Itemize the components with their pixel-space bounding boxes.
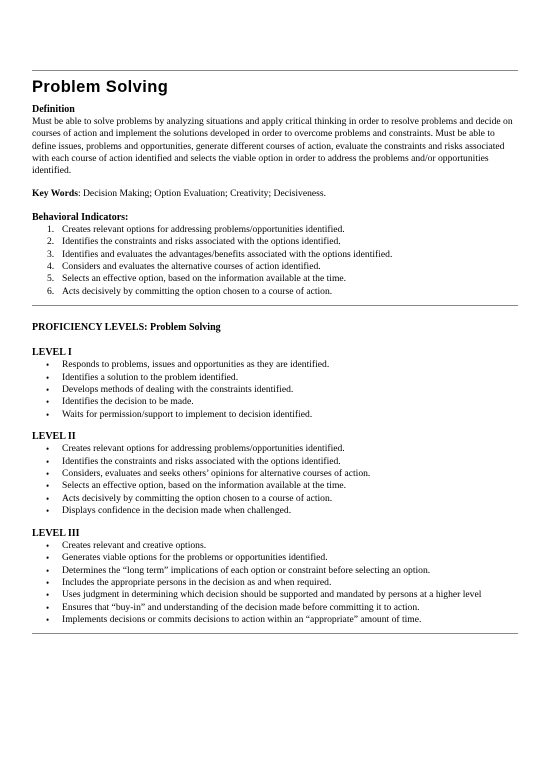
list-item [32, 493, 518, 505]
list-item [32, 589, 518, 601]
bullet-icon: • [46, 360, 50, 371]
key-words [32, 188, 518, 200]
definition-text: Must be able to solve problems by analyzing situations and apply critical thinking in order to resolve problems and decide on courses of action and implement the solutions developed in order to overcome problems and constraints. Must be able to define issues, problems and opportunities, generate different courses of action, evaluate the constraints and risks associated with each course of action identified and selects the viable option in order to address the problems and/or opportunities identified. [32, 116, 513, 177]
behavioral-indicator-item [32, 224, 518, 236]
item-number: 1. [47, 223, 55, 235]
bullet-icon: • [46, 565, 50, 576]
bullet-icon: • [46, 481, 50, 492]
behavioral-indicator-item [32, 261, 518, 273]
item-number: 6. [47, 285, 55, 297]
item-text: Displays confidence in the decision made when challenged. [62, 505, 292, 517]
item-text: Selects an effective option, based on the information available at the time. [62, 273, 347, 285]
list-item [32, 480, 518, 492]
bullet-icon: • [46, 397, 50, 408]
behavioral-indicators-heading: Behavioral Indicators: [32, 211, 129, 223]
key-words-label: Key Words [32, 188, 78, 200]
bullet-icon: • [46, 385, 50, 396]
item-text: Ensures that “buy-in” and understanding of the decision made before committing it to action. [62, 601, 420, 613]
item-number: 4. [47, 261, 55, 272]
list-item [32, 456, 518, 468]
level-2-heading: LEVEL II [32, 431, 76, 443]
item-text: Generates viable options for the problems or opportunities identified. [62, 552, 328, 564]
item-text: Acts decisively by committing the option chosen to a course of action. [62, 492, 333, 504]
item-number: 2. [47, 236, 55, 248]
level-3-heading: LEVEL III [32, 527, 80, 539]
list-item [32, 577, 518, 589]
bullet-icon: • [46, 553, 50, 564]
list-item [32, 372, 518, 384]
level-1-heading: LEVEL I [32, 347, 72, 359]
bullet-icon: • [46, 409, 50, 420]
bullet-icon: • [46, 540, 50, 551]
item-text: Identifies the constraints and risks associated with the options identified. [62, 455, 341, 467]
item-text: Considers and evaluates the alternative courses of action identified. [62, 261, 321, 272]
list-item [32, 468, 518, 480]
item-text: Develops methods of dealing with the constraints identified. [62, 384, 294, 396]
list-item [32, 552, 518, 564]
list-item [32, 602, 518, 614]
key-words-text: : Decision Making; Option Evaluation; Creativity; Decisiveness. [77, 188, 326, 200]
item-text: Waits for permission/support to implement to decision identified. [62, 408, 313, 420]
item-text: Responds to problems, issues and opportunities as they are identified. [62, 359, 330, 371]
bullet-icon: • [46, 444, 50, 455]
bullet-icon: • [46, 577, 50, 588]
list-item [32, 540, 518, 552]
item-text: Considers, evaluates and seeks others’ opinions for alternative courses of action. [62, 468, 371, 480]
item-text: Acts decisively by committing the option chosen to a course of action. [62, 285, 333, 297]
list-item [32, 565, 518, 577]
document-page [32, 70, 518, 634]
bottom-rule [32, 633, 518, 634]
behavioral-indicator-item [32, 249, 518, 261]
list-item [32, 359, 518, 371]
bullet-icon: • [46, 372, 50, 383]
bullet-icon: • [46, 456, 50, 467]
top-rule [32, 70, 518, 71]
item-text: Creates relevant options for addressing problems/opportunities identified. [62, 223, 345, 235]
list-item [32, 505, 518, 517]
bullet-icon: • [46, 493, 50, 504]
list-item [32, 409, 518, 421]
page-title: Problem Solving [32, 78, 169, 96]
bullet-icon: • [46, 590, 50, 601]
behavioral-indicator-item [32, 286, 518, 298]
bullet-icon: • [46, 602, 50, 613]
level-2-list [32, 443, 518, 517]
behavioral-indicator-item [32, 236, 518, 248]
behavioral-indicators-list [32, 224, 518, 298]
item-text: Uses judgment in determining which decision should be supported and mandated by persons at a higher level [62, 589, 482, 601]
item-text: Identifies the constraints and risks associated with the options identified. [62, 236, 341, 248]
item-text: Creates relevant options for addressing problems/opportunities identified. [62, 443, 345, 455]
list-item [32, 614, 518, 626]
behavioral-indicator-item [32, 273, 518, 285]
bullet-icon: • [46, 615, 50, 626]
item-text: Includes the appropriate persons in the decision as and when required. [62, 576, 332, 588]
bullet-icon: • [46, 469, 50, 480]
item-number: 3. [47, 248, 55, 260]
item-text: Identifies and evaluates the advantages/benefits associated with the options identified. [62, 248, 393, 260]
level-3-list [32, 540, 518, 627]
definition-heading: Definition [32, 104, 75, 115]
level-1-list [32, 359, 518, 421]
item-text: Selects an effective option, based on the information available at the time. [62, 480, 347, 492]
section-divider [32, 305, 518, 306]
item-text: Determines the “long term” implications of each option or constraint before selecting an option. [62, 564, 431, 576]
bullet-icon: • [46, 506, 50, 517]
item-number: 5. [47, 273, 55, 285]
list-item [32, 396, 518, 408]
list-item [32, 384, 518, 396]
proficiency-levels-title: PROFICIENCY LEVELS: Problem Solving [32, 322, 221, 334]
item-text: Implements decisions or commits decisions to action within an “appropriate” amount of time. [62, 614, 422, 626]
list-item [32, 443, 518, 455]
item-text: Identifies the decision to be made. [62, 396, 194, 408]
item-text: Identifies a solution to the problem identified. [62, 371, 239, 383]
item-text: Creates relevant and creative options. [62, 539, 207, 551]
